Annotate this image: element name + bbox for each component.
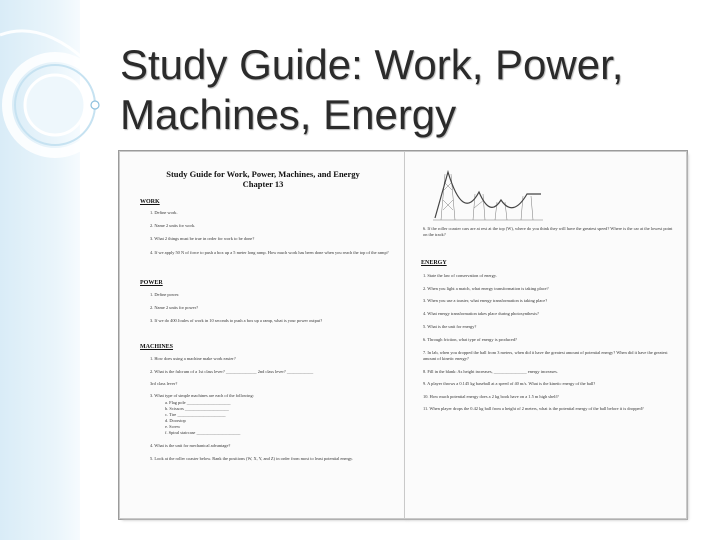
power-question-1: 1. Define power. bbox=[150, 292, 180, 297]
energy-question-5: 5. What is the unit for energy? bbox=[423, 324, 477, 329]
machines-sublist-a: a. Flag pole ____________________ bbox=[165, 400, 231, 405]
machines-question-2: 2. What is the fulcrum of a 1st class lever? ______________ 2nd class lever? ____________ bbox=[150, 369, 314, 374]
machines-question-2-cont: 3rd class lever? bbox=[150, 381, 178, 386]
work-question-2: 2. Name 2 units for work. bbox=[150, 223, 196, 228]
section-heading-energy: ENERGY bbox=[421, 260, 447, 266]
machines-sublist-f: f. Spiral staircase ____________________ bbox=[165, 430, 241, 435]
power-question-2: 2. Name 2 units for power? bbox=[150, 305, 199, 310]
worksheet-page-2 bbox=[405, 152, 686, 518]
section-heading-power: POWER bbox=[140, 280, 163, 286]
machines-question-5: 5. Look at the roller coaster below. Rank the positions (W, X, Y, and Z) in order from most to least potential energy. bbox=[150, 456, 354, 461]
machines-sublist-c: c. Tire ______________________ bbox=[165, 412, 226, 417]
power-question-3: 3. If we do 400 Joules of work in 10 seconds to push a box up a ramp, what is your power output? bbox=[150, 318, 323, 323]
machines-sublist-d: d. Doorstop bbox=[165, 418, 186, 423]
worksheet-title bbox=[120, 169, 406, 189]
worksheet-title-line-2: Chapter 13 bbox=[242, 179, 284, 189]
machines-sublist-e: e. Screw bbox=[165, 424, 181, 429]
energy-question-7: 7. In lab, when you dropped the ball from 3 meters, when did it have the greatest amount of potential energy? When did it have the greatest amount of kinetic energy? bbox=[423, 350, 668, 361]
energy-question-10: 10. How much potential energy does a 2 kg book have on a 1.5 m high shelf? bbox=[423, 394, 559, 399]
energy-question-1: 1. State the law of conservation of energy. bbox=[423, 273, 497, 278]
energy-question-11: 11. When player drops the 0.42 kg ball from a height of 2 meters, what is the potential energy of the ball before it is dropped? bbox=[423, 406, 644, 411]
work-question-3: 3. What 2 things must be true in order for work to be done? bbox=[150, 236, 255, 241]
energy-question-2: 2. When you light a match, what energy transformation is taking place? bbox=[423, 286, 549, 291]
machines-question-4: 4. What is the unit for mechanical advantage? bbox=[150, 443, 231, 448]
energy-question-6: 6. Through friction, what type of energy is produced? bbox=[423, 337, 517, 342]
section-heading-work: WORK bbox=[140, 199, 160, 205]
worksheet-page-1 bbox=[120, 152, 406, 518]
worksheet-title-line-1: Study Guide for Work, Power, Machines, and Energy bbox=[166, 169, 360, 179]
energy-question-3: 3. When you use a toaster, what energy transformation is taking place? bbox=[423, 298, 548, 303]
energy-question-8: 8. Fill in the blank: As height increases, _______________ energy increases. bbox=[423, 369, 558, 374]
coaster-question-6: 6. If the roller coaster cars are at rest at the top (W), where do you think they will have the greatest speed? Where is the car at the lowest point on the track? bbox=[423, 226, 673, 237]
machines-sublist-b: b. Scissors ____________________ bbox=[165, 406, 229, 411]
section-heading-machines: MACHINES bbox=[140, 344, 174, 350]
energy-question-4: 4. What energy transformation takes place during photosynthesis? bbox=[423, 311, 539, 316]
machines-question-3: 3. What type of simple machines are each of the following: bbox=[150, 393, 254, 398]
roller-coaster-diagram bbox=[433, 160, 543, 224]
work-question-4: 4. If we apply 50 N of force to push a box up a 5 meter long ramp. How much work has been done when you reach the top of the ramp? bbox=[150, 250, 389, 255]
slide-title-line-1: Study Guide: Work, Power, bbox=[120, 41, 624, 88]
work-question-1: 1. Define work. bbox=[150, 210, 178, 215]
machines-question-1: 1. How does using a machine make work easier? bbox=[150, 356, 236, 361]
slide-title bbox=[120, 40, 623, 140]
energy-question-9: 9. A player throws a 0.145 kg baseball at a speed of 40 m/s. What is the kinetic energy of the ball? bbox=[423, 381, 596, 386]
slide-title-line-2: Machines, Energy bbox=[120, 91, 457, 138]
